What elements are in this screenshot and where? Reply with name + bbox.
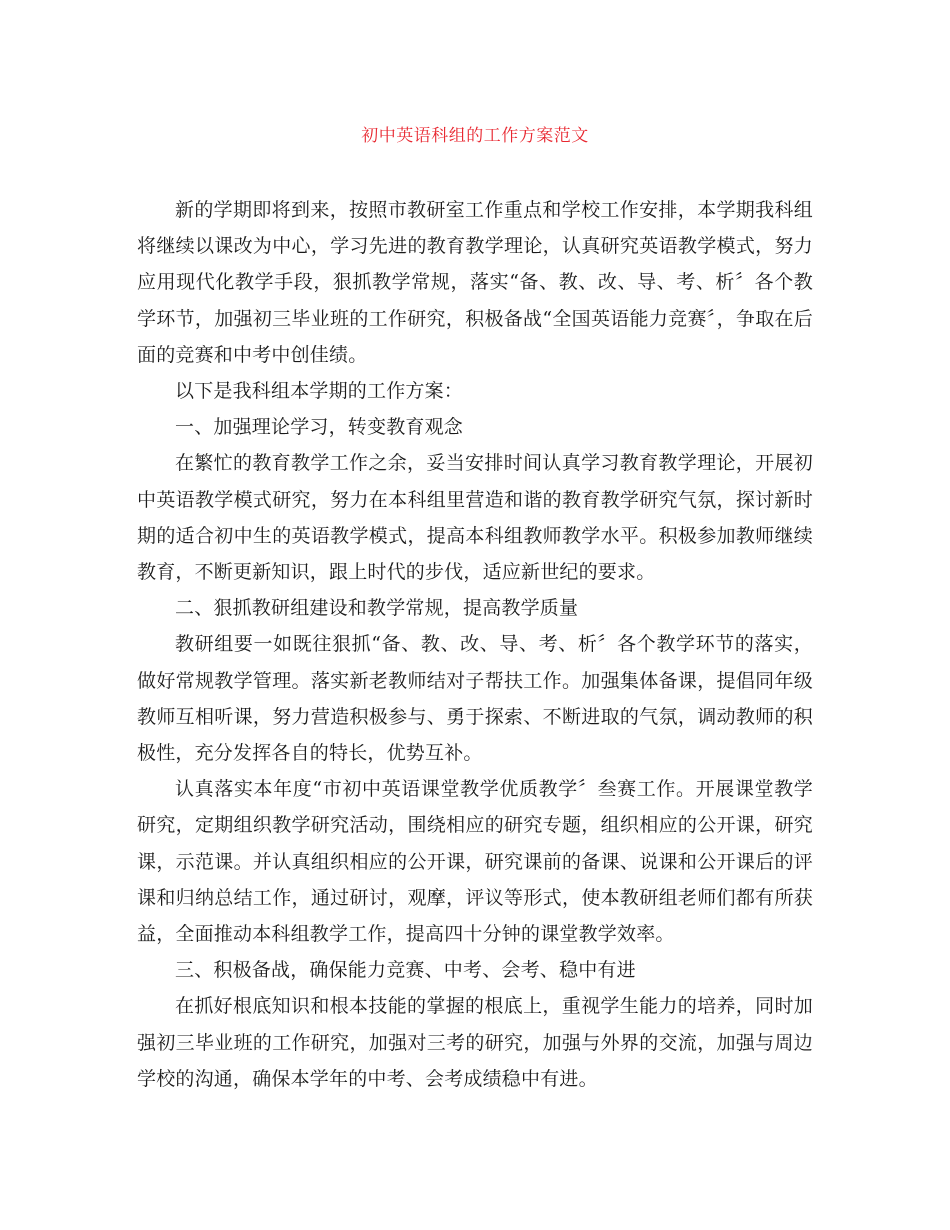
- paragraph-section-3: 在抓好根底知识和根本技能的掌握的根底上，重视学生能力的培养，同时加强初三毕业班的工作研究，加强对三考的研究，加强与外界的交流，加强与周边学校的沟通，确保本学年的中考、会考成绩稳中有进。: [137, 995, 813, 1090]
- section-heading-2: 二、狠抓教研组建设和教学常规，提高教学质量: [175, 597, 579, 620]
- paragraph-section-2b: 认真落实本年度“市初中英语课堂教学优质教学〞叁赛工作。开展课堂教学研究，定期组织教学研究活动，围绕相应的研究专题，组织相应的公开课，研究课，示范课。并认真组织相应的公开课，研究课前的备课、说课和公开课后的评课和归纳总结工作，通过研讨，观摩，评议等形式，使本教研组老师们都有所获益，全面推动本科组教学工作，提高四十分钟的课堂教学效率。: [137, 778, 813, 946]
- paragraph-plan-lead: 以下是我科组本学期的工作方案：: [175, 380, 464, 403]
- paragraph-section-2a: 教研组要一如既往狠抓“备、教、改、导、考、析〞各个教学环节的落实，做好常规教学管理。落实新老教师结对子帮扶工作。加强集体备课，提倡同年级教师互相听课，努力营造积极参与、勇于探索、不断进取的气氛，调动教师的积极性，充分发挥各自的特长，优势互补。: [137, 633, 813, 765]
- section-heading-3: 三、积极备战，确保能力竞赛、中考、会考、稳中有进: [175, 959, 636, 982]
- paragraph-section-1: 在繁忙的教育教学工作之余，妥当安排时间认真学习教育教学理论，开展初中英语教学模式研究，努力在本科组里营造和谐的教育教学研究气氛，探讨新时期的适合初中生的英语教学模式，提高本科组教师教学水平。积极参加教师继续教育，不断更新知识，跟上时代的步伐，适应新世纪的要求。: [137, 452, 813, 584]
- document-title: 初中英语科组的工作方案范文: [361, 126, 589, 146]
- section-heading-1: 一、加强理论学习，转变教育观念: [175, 416, 464, 439]
- paragraph-intro: 新的学期即将到来，按照市教研室工作重点和学校工作安排，本学期我科组将继续以课改为中心，学习先进的教育教学理论，认真研究英语教学模式，努力应用现代化教学手段，狠抓教学常规，落实“备、教、改、导、考、析〞各个教学环节，加强初三毕业班的工作研究，积极备战“全国英语能力竞赛〞，争取在后面的竞赛和中考中创佳绩。: [137, 199, 813, 366]
- document-body: [137, 192, 813, 1097]
